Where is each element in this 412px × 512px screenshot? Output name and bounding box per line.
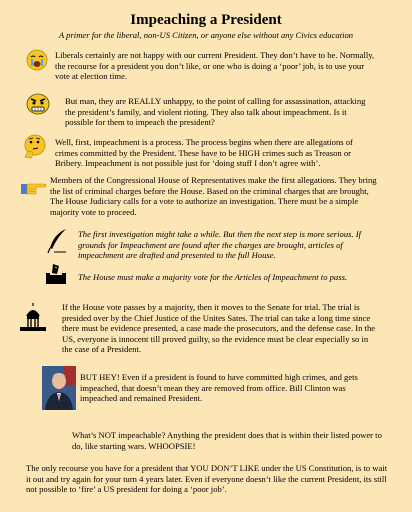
paragraph-1: Liberals certainly are not happy with our current President. They don’t have to be. Normally, the recourse for a president you don’t like, or one who is doing a ‘poor’ job, is to use your vote at election time.	[55, 50, 375, 82]
paragraph-3: Well, first, impeachment is a process. The process begins when there are allegations of crimes committed by the President. These have to be HIGH crimes such as Treason or Bribery. Impeachment is not possible just for ‘doing stuff I don’t agree with’.	[55, 137, 353, 169]
paragraph-5: The first investigation might take a while. But then the next step is more serious. If grounds for Impeachment are found after the charges are brought, articles of impeachment are drafted and presented to the full House.	[78, 229, 362, 261]
pointing-hand-icon	[21, 176, 47, 198]
paragraph-8: BUT HEY! Even if a president is found to have committed high crimes, and gets impeached, that doesn’t mean they are removed from office. Bill Clinton was impeached and remained President.	[80, 372, 358, 404]
paragraph-2: But man, they are REALLY unhappy, to the point of calling for assassination, attacking the president’s family, and violent rioting. They also talk about impeachment. Is it possible for them to impeach the president?	[65, 96, 366, 128]
page-title: Impeaching a President	[130, 12, 282, 28]
paragraph-9: What’s NOT impeachable? Anything the president does that is within their listed power to do, like starting wars. WHOOPSIE!	[72, 430, 382, 451]
paragraph-7: If the House vote passes by a majority, then it moves to the Senate for trial. The trial is presided over by the Chief Justice of the Unites Sates. The trial can take a long time since there must be evidence presented, a case made the prosecutors, and the defense case. In the US, everyone is innocent till proved guilty, so the evidence must be clear especially so in the case of a President.	[62, 302, 376, 355]
portrait-photo	[42, 366, 76, 410]
paragraph-4: Members of the Congressional House of Representatives make the first allegations. They bring the list of criminal charges before the House. Based on the criminal charges that are brought, The House Judiciary calls for a vote to authorize an investigation. There must be a simple majority vote to proceed.	[50, 175, 377, 217]
thinking-face-icon	[22, 133, 48, 161]
page-subtitle: A primer for the liberal, non-US Citizen, or anyone else without any Civics education	[58, 30, 354, 40]
capitol-icon	[18, 302, 48, 332]
ballot-box-icon	[44, 262, 68, 286]
angry-face-icon	[26, 93, 50, 115]
paragraph-10: The only recourse you have for a president that YOU DON’T LIKE under the US Constitution, is to wait it out and try again for your turn 4 years later. Even if everyone doesn’t like the current President, its still not possible to ‘fire’ a US president for doing a ‘poor job’.	[26, 463, 388, 495]
quill-icon	[46, 228, 68, 254]
crying-face-icon	[26, 49, 48, 71]
paragraph-6: The House must make a majority vote for the Articles of Impeachment to pass.	[78, 272, 348, 282]
